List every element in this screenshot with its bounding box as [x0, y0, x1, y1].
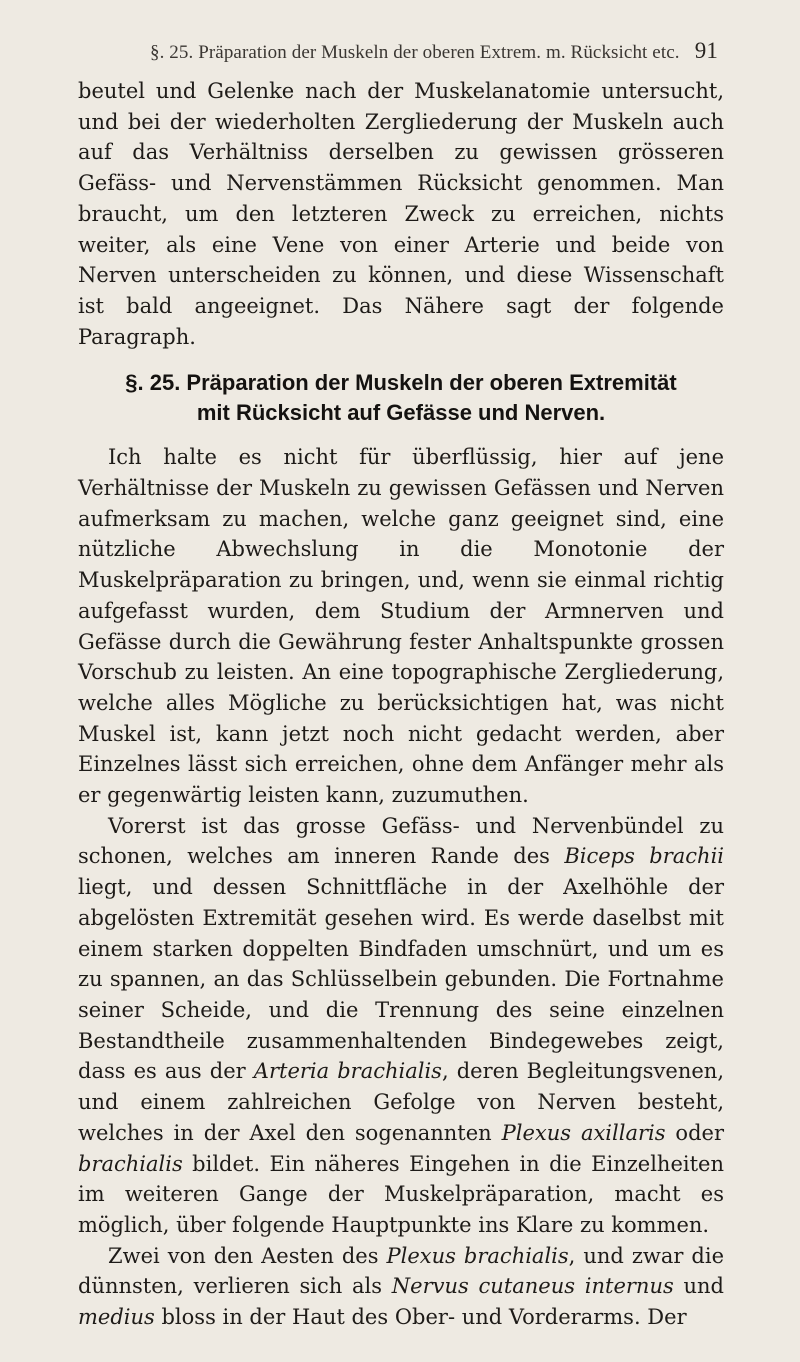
- running-head-title: §. 25. Präparation der Muskeln der oberen Extrem. m. Rücksicht etc.: [150, 42, 680, 63]
- page-number: 91: [694, 38, 718, 63]
- body-text: [78, 76, 724, 1333]
- term-arteria-brachialis: Arteria brachialis: [253, 1059, 442, 1084]
- paragraph-3-text-d: bloss in der Haut des Ober- und Vorderarms. Der: [154, 1305, 687, 1330]
- paragraph-2-text-a: Vorerst ist das grosse Gefäss- und Nervenbündel zu schonen, welches am inneren Rande des: [78, 813, 724, 869]
- paragraph-2-text-c: , deren Begleitungsvenen, und einem zahlreichen Gefolge von Nerven besteht, welches in der Axel den sogenannten: [78, 1059, 724, 1145]
- section-heading-line-2: mit Rücksicht auf Gefässe und Nerven.: [196, 400, 606, 426]
- term-brachialis: brachialis: [78, 1151, 183, 1176]
- paragraph-continued: beutel und Gelenke nach der Muskelanatomie untersucht, und bei der wiederholten Zergliederung der Muskeln auch auf das Verhältniss derselben zu gewissen grösseren Gefäss- und Nervenstämmen Rücksicht genommen. Man braucht, um den letzteren Zweck zu erreichen, nichts weiter, als eine Vene von einer Arterie und beide von Nerven unterscheiden zu können, und diese Wissenschaft ist bald angeeignet. Das Nähere sagt der folgende Paragraph.: [78, 79, 724, 349]
- paragraph-3: [78, 1241, 724, 1333]
- term-nervus-cutaneus-internus: Nervus cutaneus internus: [391, 1274, 674, 1299]
- paragraph-2-text-b: liegt, und dessen Schnittfläche in der Axelhöhle der abgelösten Extremität gesehen wird. Es werde daselbst mit einem starken doppelten Bindfaden umschnürt, und um es zu spannen, an das Schlüsselbein gebunden. Die Fortnahme seiner Scheide, und die Trennung des seine einzelnen Bestandtheile zusammenhaltenden Bindegewebes zeigt, dass es aus der: [78, 875, 724, 1084]
- paragraph-3-text-c: und: [673, 1274, 724, 1299]
- paragraph-3-text-a: Zwei von den Aesten des: [108, 1243, 387, 1268]
- paragraph-2-text-d: oder: [665, 1120, 724, 1145]
- paragraph-2-text-e: bildet. Ein näheres Eingehen in die Einzelheiten im weiteren Gange der Muskelpräparation, macht es möglich, über folgende Hauptpunkte ins Klare zu kommen.: [78, 1151, 724, 1237]
- paragraph-2: [78, 811, 724, 1241]
- section-heading: [78, 368, 724, 428]
- term-medius: medius: [78, 1305, 155, 1330]
- term-biceps-brachii: Biceps brachii: [564, 844, 725, 869]
- paragraph-3-text-b: , und zwar die dünnsten, verlieren sich als: [78, 1243, 724, 1299]
- paragraph-1: Ich halte es nicht für überflüssig, hier auf jene Verhältnisse der Muskeln zu gewissen Gefässen und Nerven aufmerksam zu machen, welche ganz geeignet sind, eine nützliche Abwechslung in die Monotonie der Muskelpräparation zu bringen, und, wenn sie einmal richtig aufgefasst wurden, dem Studium der Armnerven und Gefässe durch die Gewährung fester Anhaltspunkte grossen Vorschub zu leisten. An eine topographische Zergliederung, welche alles Mögliche zu berücksichtigen hat, was nicht Muskel ist, kann jetzt noch nicht gedacht werden, aber Einzelnes lässt sich erreichen, ohne dem Anfänger mehr als er gegenwärtig leisten kann, zuzumuthen.: [78, 445, 724, 808]
- section-heading-line-1: §. 25. Präparation der Muskeln der oberen Extremität: [125, 370, 677, 396]
- running-head: [78, 38, 718, 68]
- term-plexus-brachialis: Plexus brachialis: [386, 1243, 569, 1268]
- term-plexus-axillaris: Plexus axillaris: [501, 1120, 666, 1145]
